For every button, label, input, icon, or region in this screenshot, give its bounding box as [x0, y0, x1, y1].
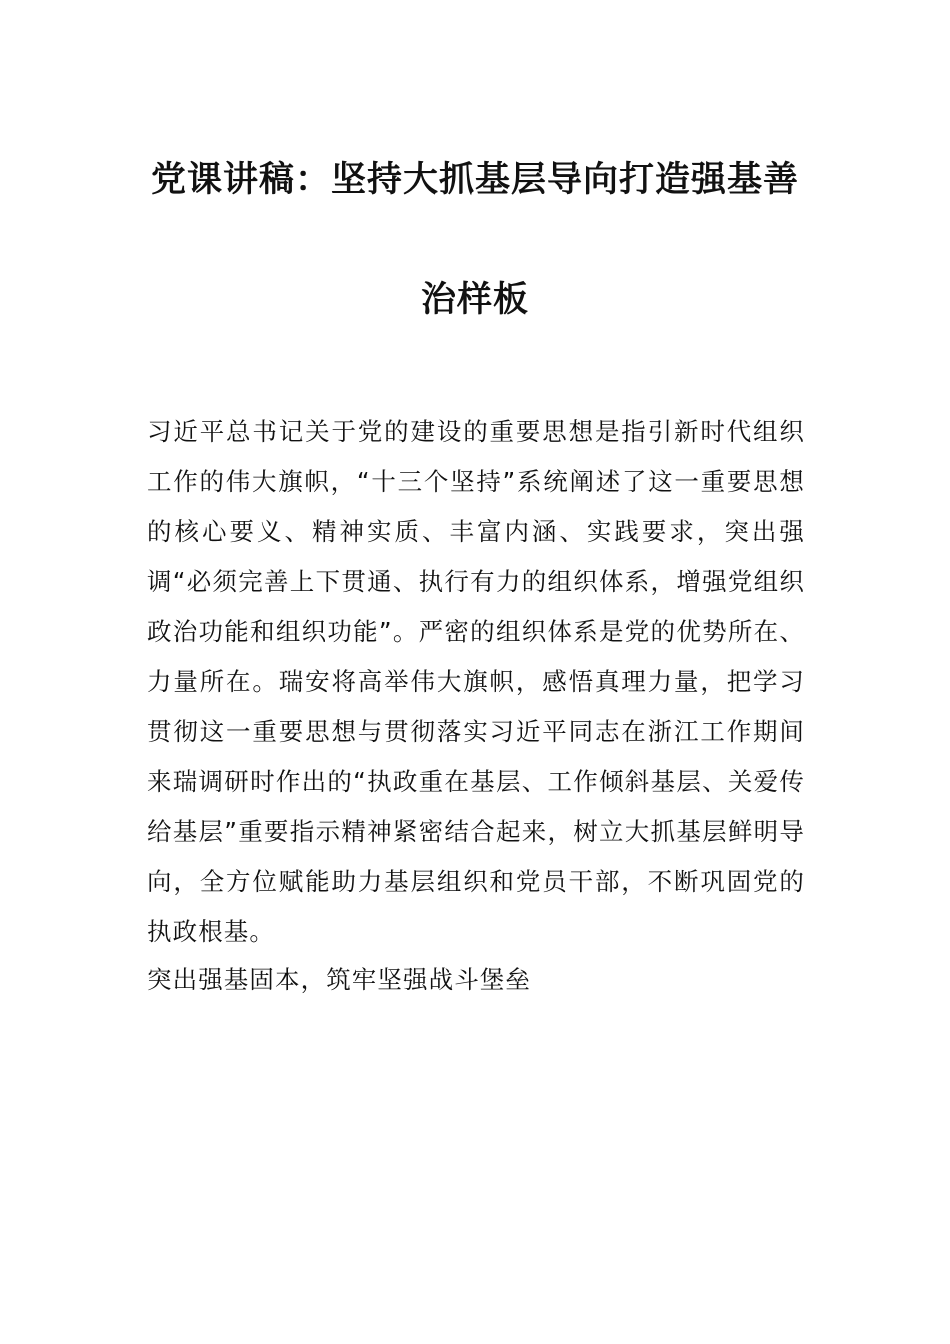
- document-title-line-1: 党课讲稿：坚持大抓基层导向打造强基善: [150, 159, 799, 200]
- section-heading: 突出强基固本，筑牢坚强战斗堡垒: [147, 965, 531, 994]
- body-paragraph: 习近平总书记关于党的建设的重要思想是指引新时代组织工作的伟大旗帜，“十三个坚持”系统阐述了这一重要思想的核心要义、精神实质、丰富内涵、实践要求，突出强调“必须完善上下贯通、执行有力的组织体系，增强党组织政治功能和组织功能”。严密的组织体系是党的优势所在、力量所在。瑞安将高举伟大旗帜，感悟真理力量，把学习贯彻这一重要思想与贯彻落实习近平同志在浙江工作期间来瑞调研时作出的“执政重在基层、工作倾斜基层、关爱传给基层”重要指示精神紧密结合起来，树立大抓基层鲜明导向，全方位赋能助力基层组织和党员干部，不断巩固党的执政根基。: [147, 417, 805, 946]
- document-title-line-2: 治样板: [420, 279, 529, 320]
